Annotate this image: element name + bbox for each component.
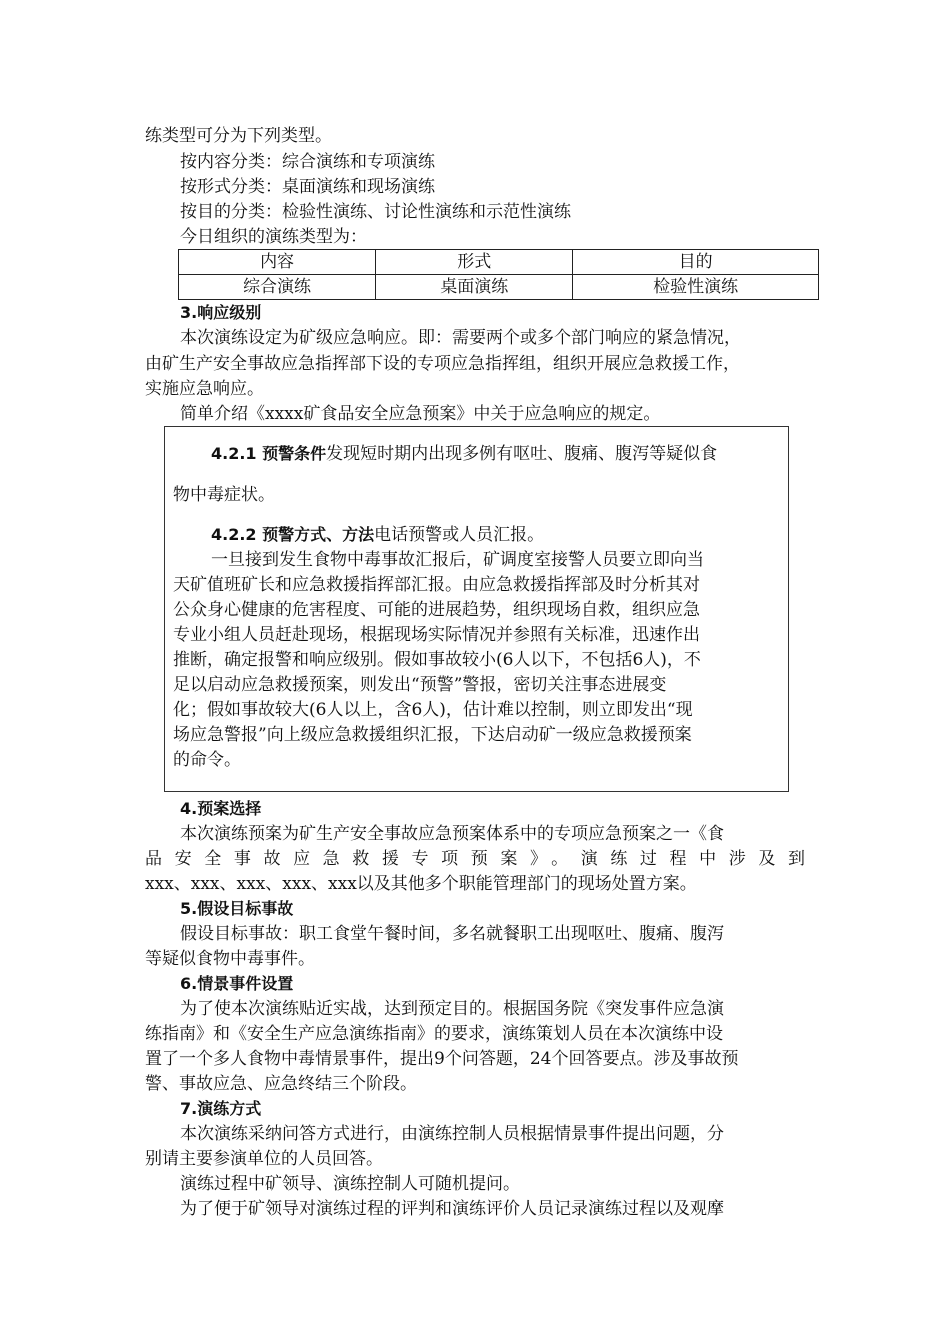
table-row: [179, 275, 819, 300]
table-header-cell: 形式: [376, 250, 573, 275]
section-3-heading: 3.响应级别: [180, 303, 262, 322]
warning-condition-line: [211, 442, 836, 466]
box-line-8: 场应急警报”向上级应急救援组织汇报，下达启动矿一级应急救援预案: [173, 725, 692, 745]
intro-line-5: 今日组织的演练类型为：: [180, 227, 367, 247]
intro-line-4: 按目的分类：检验性演练、讨论性演练和示范性演练: [180, 202, 571, 222]
s7-line-2: 别请主要参演单位的人员回答。: [145, 1149, 383, 1169]
warning-method-text: 电话预警或人员汇报。: [374, 525, 545, 545]
s5-line-2: 等疑似食物中毒事件。: [145, 949, 315, 969]
s7-line-1: 本次演练采纳问答方式进行，由演练控制人员根据情景事件提出问题，分: [180, 1124, 724, 1144]
intro-line-3: 按形式分类：桌面演练和现场演练: [180, 177, 435, 197]
warning-method-line: [211, 523, 836, 547]
quoted-plan-box: [164, 426, 789, 792]
table-header-row: [179, 250, 819, 275]
s3-line-4: 简单介绍《xxxx矿食品安全应急预案》中关于应急响应的规定。: [180, 404, 661, 424]
table-cell: 综合演练: [179, 275, 376, 300]
table-cell: 桌面演练: [376, 275, 573, 300]
warning-condition-text: 发现短时期内出现多例有呕吐、腹痛、腹泻等疑似食: [326, 444, 718, 464]
section-6-heading: 6.情景事件设置: [180, 974, 294, 993]
section-7-heading: 7.演练方式: [180, 1099, 262, 1118]
intro-line-2: 按内容分类：综合演练和专项演练: [180, 152, 435, 172]
box-line-7: 化；假如事故较大(6人以上，含6人)，估计难以控制，则立即发出“现: [173, 700, 693, 720]
s6-line-1: 为了使本次演练贴近实战，达到预定目的。根据国务院《突发事件应急演: [180, 999, 724, 1019]
s4-line-3: xxx、xxx、xxx、xxx、xxx以及其他多个职能管理部门的现场处置方案。: [145, 874, 697, 894]
intro-line-1: 练类型可分为下列类型。: [145, 126, 332, 146]
warning-method-title: 4.2.2 预警方式、方法: [211, 525, 375, 544]
s6-line-2: 练指南》和《安全生产应急演练指南》的要求，演练策划人员在本次演练中设: [145, 1024, 723, 1044]
table-header-cell: 目的: [573, 250, 819, 275]
s3-line-1: 本次演练设定为矿级应急响应。即：需要两个或多个部门响应的紧急情况，: [180, 328, 741, 348]
box-line-5: 推断，确定报警和响应级别。假如事故较小(6人以下，不包括6人)，不: [173, 650, 701, 670]
box-line-3: 公众身心健康的危害程度、可能的进展趋势，组织现场自救，组织应急: [173, 600, 700, 620]
table-header-cell: 内容: [179, 250, 376, 275]
section-5-heading: 5.假设目标事故: [180, 899, 294, 918]
drill-type-table: [178, 249, 819, 300]
s3-line-2: 由矿生产安全事故应急指挥部下设的专项应急指挥组，组织开展应急救援工作，: [145, 354, 740, 374]
s5-line-1: 假设目标事故：职工食堂午餐时间，多名就餐职工出现呕吐、腹痛、腹泻: [180, 924, 724, 944]
section-4-heading: 4.预案选择: [180, 799, 262, 818]
box-line-4: 专业小组人员赶赴现场，根据现场实际情况并参照有关标准，迅速作出: [173, 625, 700, 645]
s3-line-3: 实施应急响应。: [145, 379, 264, 399]
s6-line-4: 警、事故应急、应急终结三个阶段。: [145, 1074, 417, 1094]
box-line-2: 天矿值班矿长和应急救援指挥部汇报。由应急救援指挥部及时分析其对: [173, 575, 700, 595]
warning-condition-title: 4.2.1 预警条件: [211, 444, 327, 463]
box-line-6: 足以启动应急救援预案，则发出“预警”警报，密切关注事态进展变: [173, 675, 667, 695]
table-cell: 检验性演练: [573, 275, 819, 300]
warning-condition-cont: 物中毒症状。: [173, 485, 275, 505]
s4-line-2: 品安全事故应急救援专项预案》。演练过程中涉及到: [145, 849, 805, 869]
s7-line-3: 演练过程中矿领导、演练控制人可随机提问。: [180, 1174, 520, 1194]
s7-line-4: 为了便于矿领导对演练过程的评判和演练评价人员记录演练过程以及观摩: [180, 1199, 724, 1219]
s6-line-3: 置了一个多人食物中毒情景事件，提出9个问答题，24个回答要点。涉及事故预: [145, 1049, 739, 1069]
box-line-9: 的命令。: [173, 750, 241, 770]
s4-line-1: 本次演练预案为矿生产安全事故应急预案体系中的专项应急预案之一《食: [180, 824, 724, 844]
box-line-1: 一旦接到发生食物中毒事故汇报后，矿调度室接警人员要立即向当: [211, 550, 704, 570]
